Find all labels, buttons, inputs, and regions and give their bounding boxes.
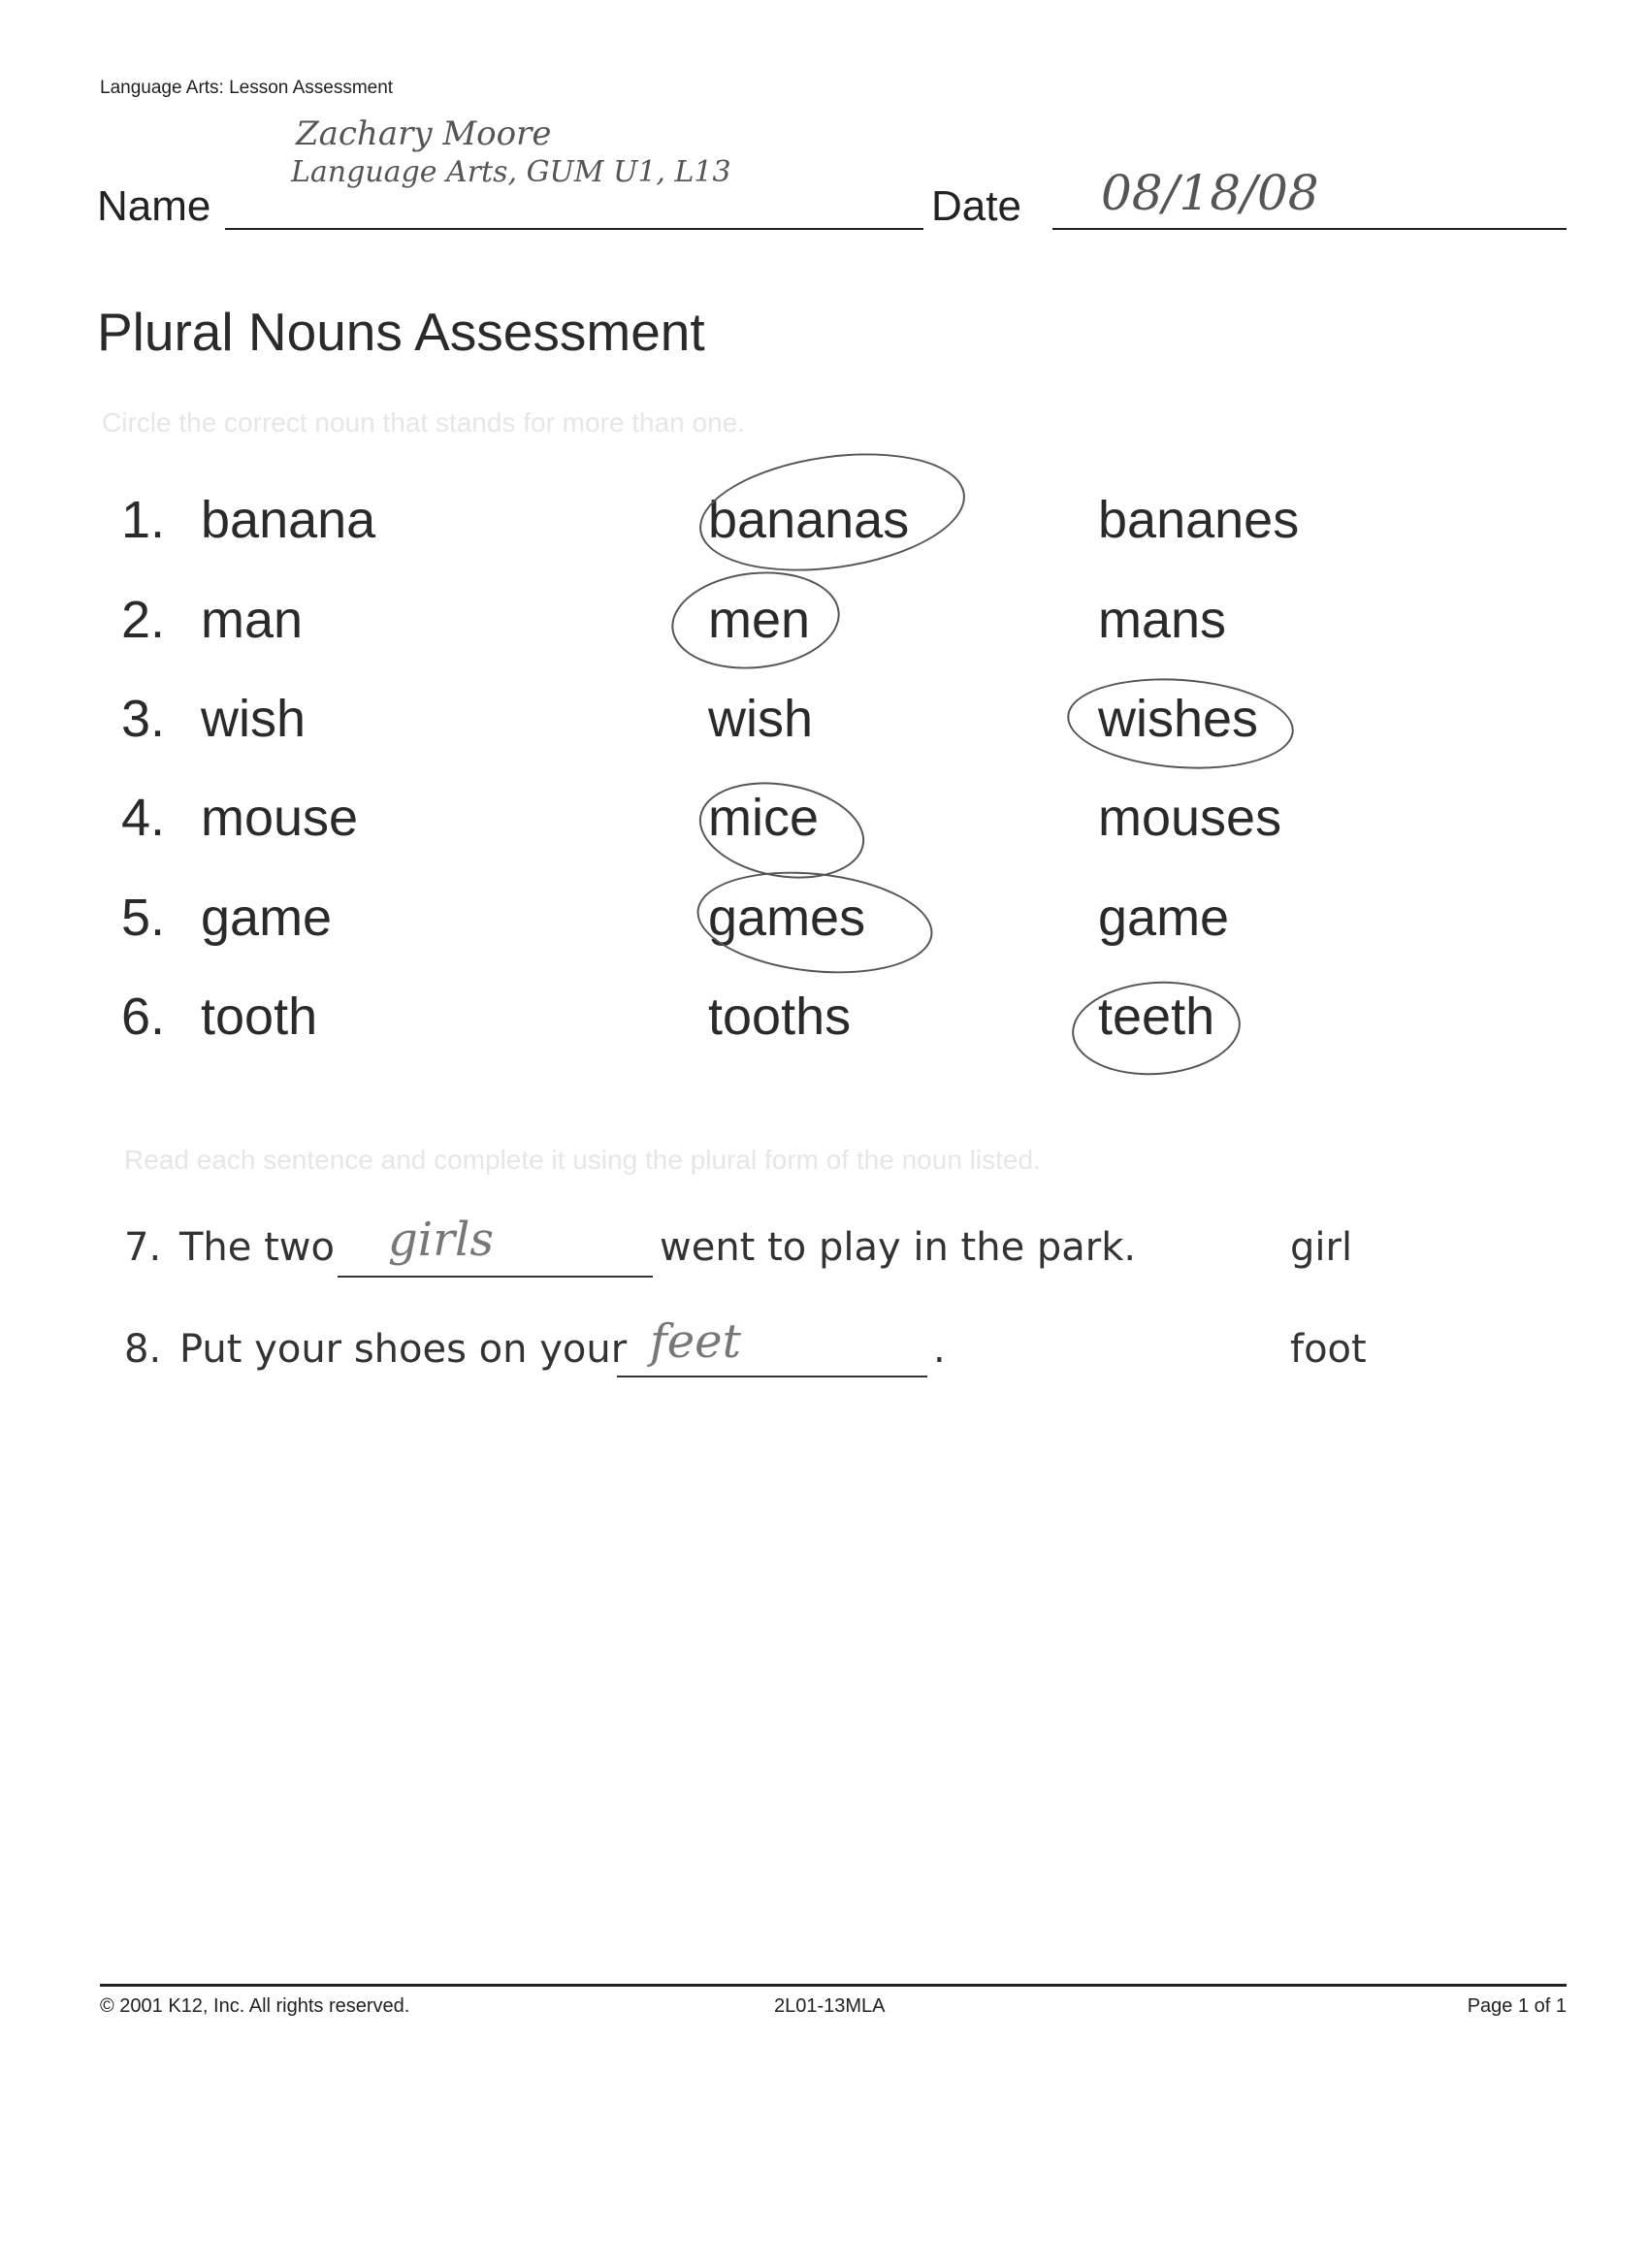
question-2-number: 2.: [121, 591, 166, 649]
footer-page-number: Page 1 of 1: [1467, 1995, 1567, 2017]
sentence-8-blank: [617, 1376, 927, 1377]
answer-circle-2: [666, 564, 844, 677]
footer-rule: [100, 1984, 1567, 1987]
question-1-word: banana: [201, 491, 376, 549]
question-5-number: 5.: [121, 889, 166, 947]
question-6-choice-2[interactable]: teeth: [1098, 988, 1215, 1046]
student-name-handwritten: Zachary Moore: [296, 114, 552, 153]
course-line-handwritten: Language Arts, GUM U1, L13: [291, 155, 731, 189]
question-1-choice-2[interactable]: bananes: [1098, 491, 1300, 549]
footer-document-code: 2L01-13MLA: [774, 1995, 886, 2017]
question-5-word: game: [201, 889, 333, 947]
question-2-word: man: [201, 591, 304, 649]
question-1-choice-1[interactable]: bananas: [708, 491, 910, 549]
header-course-label: Language Arts: Lesson Assessment: [100, 78, 394, 98]
date-line: [1052, 228, 1567, 230]
question-6-number: 6.: [121, 988, 166, 1046]
sentence-7-noun: girl: [1290, 1225, 1353, 1270]
question-6-choice-1[interactable]: tooths: [708, 988, 852, 1046]
question-6-word: tooth: [201, 988, 318, 1046]
name-line: [225, 228, 923, 230]
question-1-number: 1.: [121, 491, 166, 549]
date-handwritten: 08/18/08: [1101, 165, 1319, 221]
question-2-choice-2[interactable]: mans: [1098, 591, 1227, 649]
question-3-choice-2[interactable]: wishes: [1098, 690, 1259, 748]
question-2-choice-1[interactable]: men: [708, 591, 811, 649]
sentence-8-answer[interactable]: feet: [650, 1314, 741, 1369]
sentence-8-number: 8.: [124, 1327, 162, 1372]
question-3-number: 3.: [121, 690, 166, 748]
question-4-word: mouse: [201, 789, 359, 847]
sentence-7-answer[interactable]: girls: [388, 1213, 495, 1267]
name-label: Name: [97, 182, 211, 230]
answer-circle-5: [692, 861, 937, 985]
sentence-7-blank: [338, 1276, 653, 1278]
answer-circle-6: [1069, 976, 1244, 1081]
answer-circle-1: [692, 437, 972, 586]
sentence-8-after: .: [933, 1327, 946, 1372]
answer-circle-3: [1064, 671, 1297, 776]
question-4-choice-1[interactable]: mice: [708, 789, 820, 847]
sentence-7-after: went to play in the park.: [660, 1225, 1137, 1270]
footer-copyright: © 2001 K12, Inc. All rights reserved.: [100, 1995, 410, 2017]
instruction-part2: Read each sentence and complete it using the plural form of the noun listed.: [124, 1145, 1041, 1175]
sentence-7-before: The two: [179, 1225, 335, 1270]
question-4-number: 4.: [121, 789, 166, 847]
sentence-7-number: 7.: [124, 1225, 162, 1270]
question-5-choice-2[interactable]: game: [1098, 889, 1230, 947]
question-4-choice-2[interactable]: mouses: [1098, 789, 1282, 847]
question-3-word: wish: [201, 690, 307, 748]
question-5-choice-1[interactable]: games: [708, 889, 866, 947]
instruction-part1: Circle the correct noun that stands for more than one.: [102, 407, 746, 437]
page-title: Plural Nouns Assessment: [97, 302, 705, 362]
question-3-choice-1[interactable]: wish: [708, 690, 814, 748]
sentence-8-before: Put your shoes on your: [179, 1327, 628, 1372]
sentence-8-noun: foot: [1290, 1327, 1367, 1372]
date-label: Date: [931, 182, 1021, 230]
